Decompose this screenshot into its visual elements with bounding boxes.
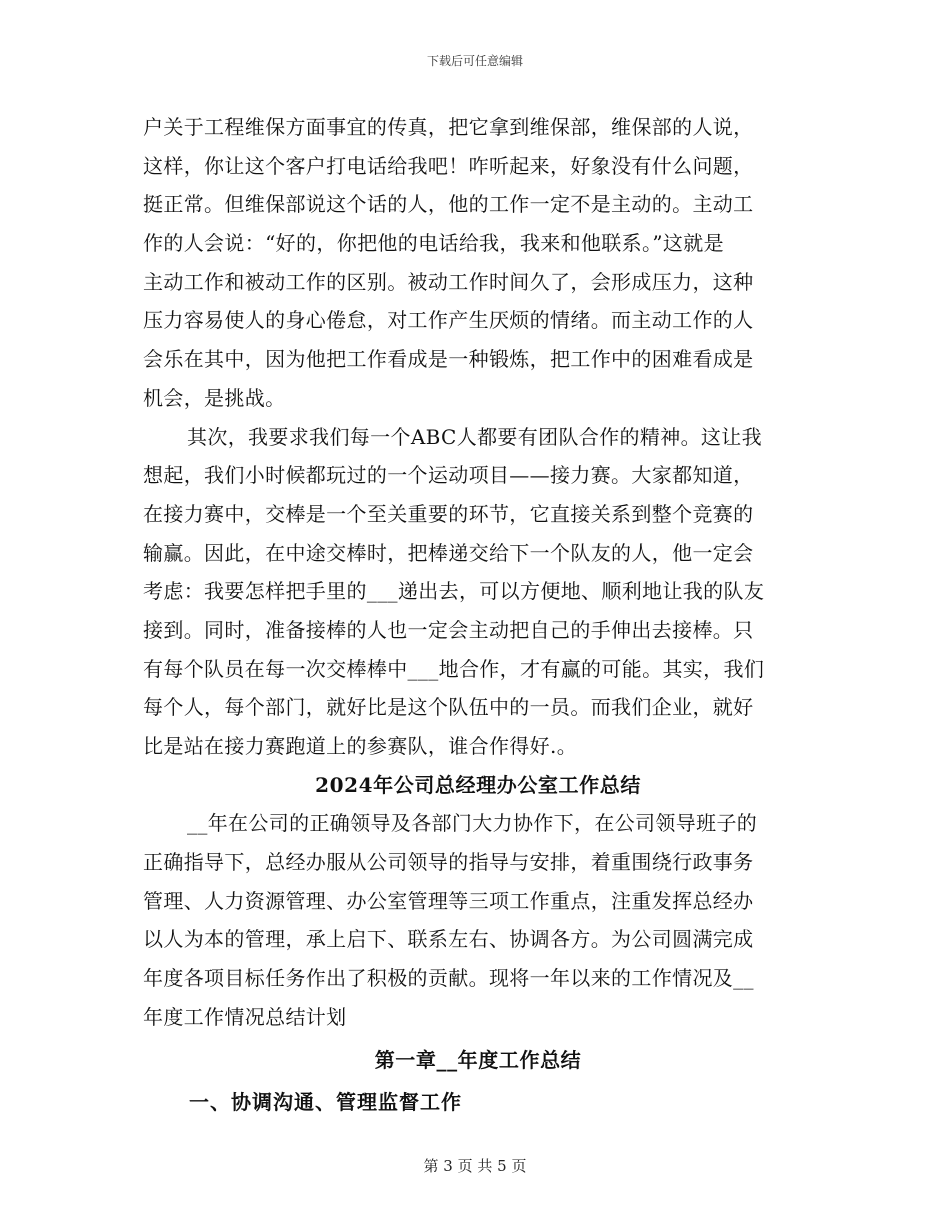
paragraph-line: 正确指导下，总经办服从公司领导的指导与安排，着重围绕行政事务: [143, 850, 754, 875]
paragraph-line: 年度工作情况总结计划: [143, 1004, 347, 1029]
paragraph-line: 机会，是挑战。: [143, 385, 286, 410]
paragraph-line: 有每个队员在每一次交棒棒中___地合作，才有赢的可能。其实，我们: [143, 656, 765, 681]
paragraph-line: 在接力赛中，交棒是一个至关重要的环节，它直接关系到整个竞赛的: [143, 501, 754, 526]
section-heading: 一、协调沟通、管理监督工作: [189, 1089, 462, 1114]
chapter-title: 第一章__年度工作总结: [374, 1047, 582, 1072]
paragraph-line: __年在公司的正确领导及各部门大力协作下，在公司领导班子的: [187, 811, 758, 836]
paragraph-line: 这样，你让这个客户打电话给我吧！咋听起来，好象没有什么问题，: [143, 153, 754, 178]
paragraph-line: 年度各项目标任务作出了积极的贡献。现将一年以来的工作情况及__: [143, 966, 754, 991]
paragraph-line: 会乐在其中，因为他把工作看成是一种锻炼，把工作中的困难看成是: [143, 347, 754, 372]
document-body: [143, 108, 813, 1121]
paragraph-line: 其次，我要求我们每一个ABC人都要有团队合作的精神。这让我: [187, 424, 762, 449]
paragraph-line: 管理、人力资源管理、办公室管理等三项工作重点，注重发挥总经办: [143, 888, 754, 913]
paragraph-line: 接到。同时，准备接棒的人也一定会主动把自己的手伸出去接棒。只: [143, 617, 754, 642]
paragraph-line: 压力容易使人的身心倦怠，对工作产生厌烦的情绪。而主动工作的人: [143, 308, 754, 333]
paragraph-line: 作的人会说：“好的，你把他的电话给我，我来和他联系。”这就是: [143, 231, 724, 256]
paragraph-line: 以人为本的管理，承上启下、联系左右、协调各方。为公司圆满完成: [143, 927, 754, 952]
paragraph-line: 每个人，每个部门，就好比是这个队伍中的一员。而我们企业，就好: [143, 695, 754, 720]
paragraph-line: 输赢。因此，在中途交棒时，把棒递交给下一个队友的人，他一定会: [143, 540, 754, 565]
page-footer: 第 3 页 共 5 页: [423, 1157, 527, 1175]
document-title: 2024年公司总经理办公室工作总结: [315, 772, 641, 797]
paragraph-line: 主动工作和被动工作的区别。被动工作时间久了，会形成压力，这种: [143, 269, 754, 294]
paragraph-line: 挺正常。但维保部说这个话的人，他的工作一定不是主动的。主动工: [143, 192, 754, 217]
paragraph-line: 户关于工程维保方面事宜的传真，把它拿到维保部，维保部的人说，: [143, 115, 754, 139]
paragraph-line: 比是站在接力赛跑道上的参赛队，谁合作得好.。: [143, 734, 578, 758]
page-header: 下载后可任意编辑: [426, 54, 523, 68]
paragraph-line: 考虑：我要怎样把手里的___递出去，可以方便地、顺利地让我的队友: [143, 579, 765, 604]
paragraph-line: 想起，我们小时候都玩过的一个运动项目——接力赛。大家都知道，: [143, 463, 754, 488]
